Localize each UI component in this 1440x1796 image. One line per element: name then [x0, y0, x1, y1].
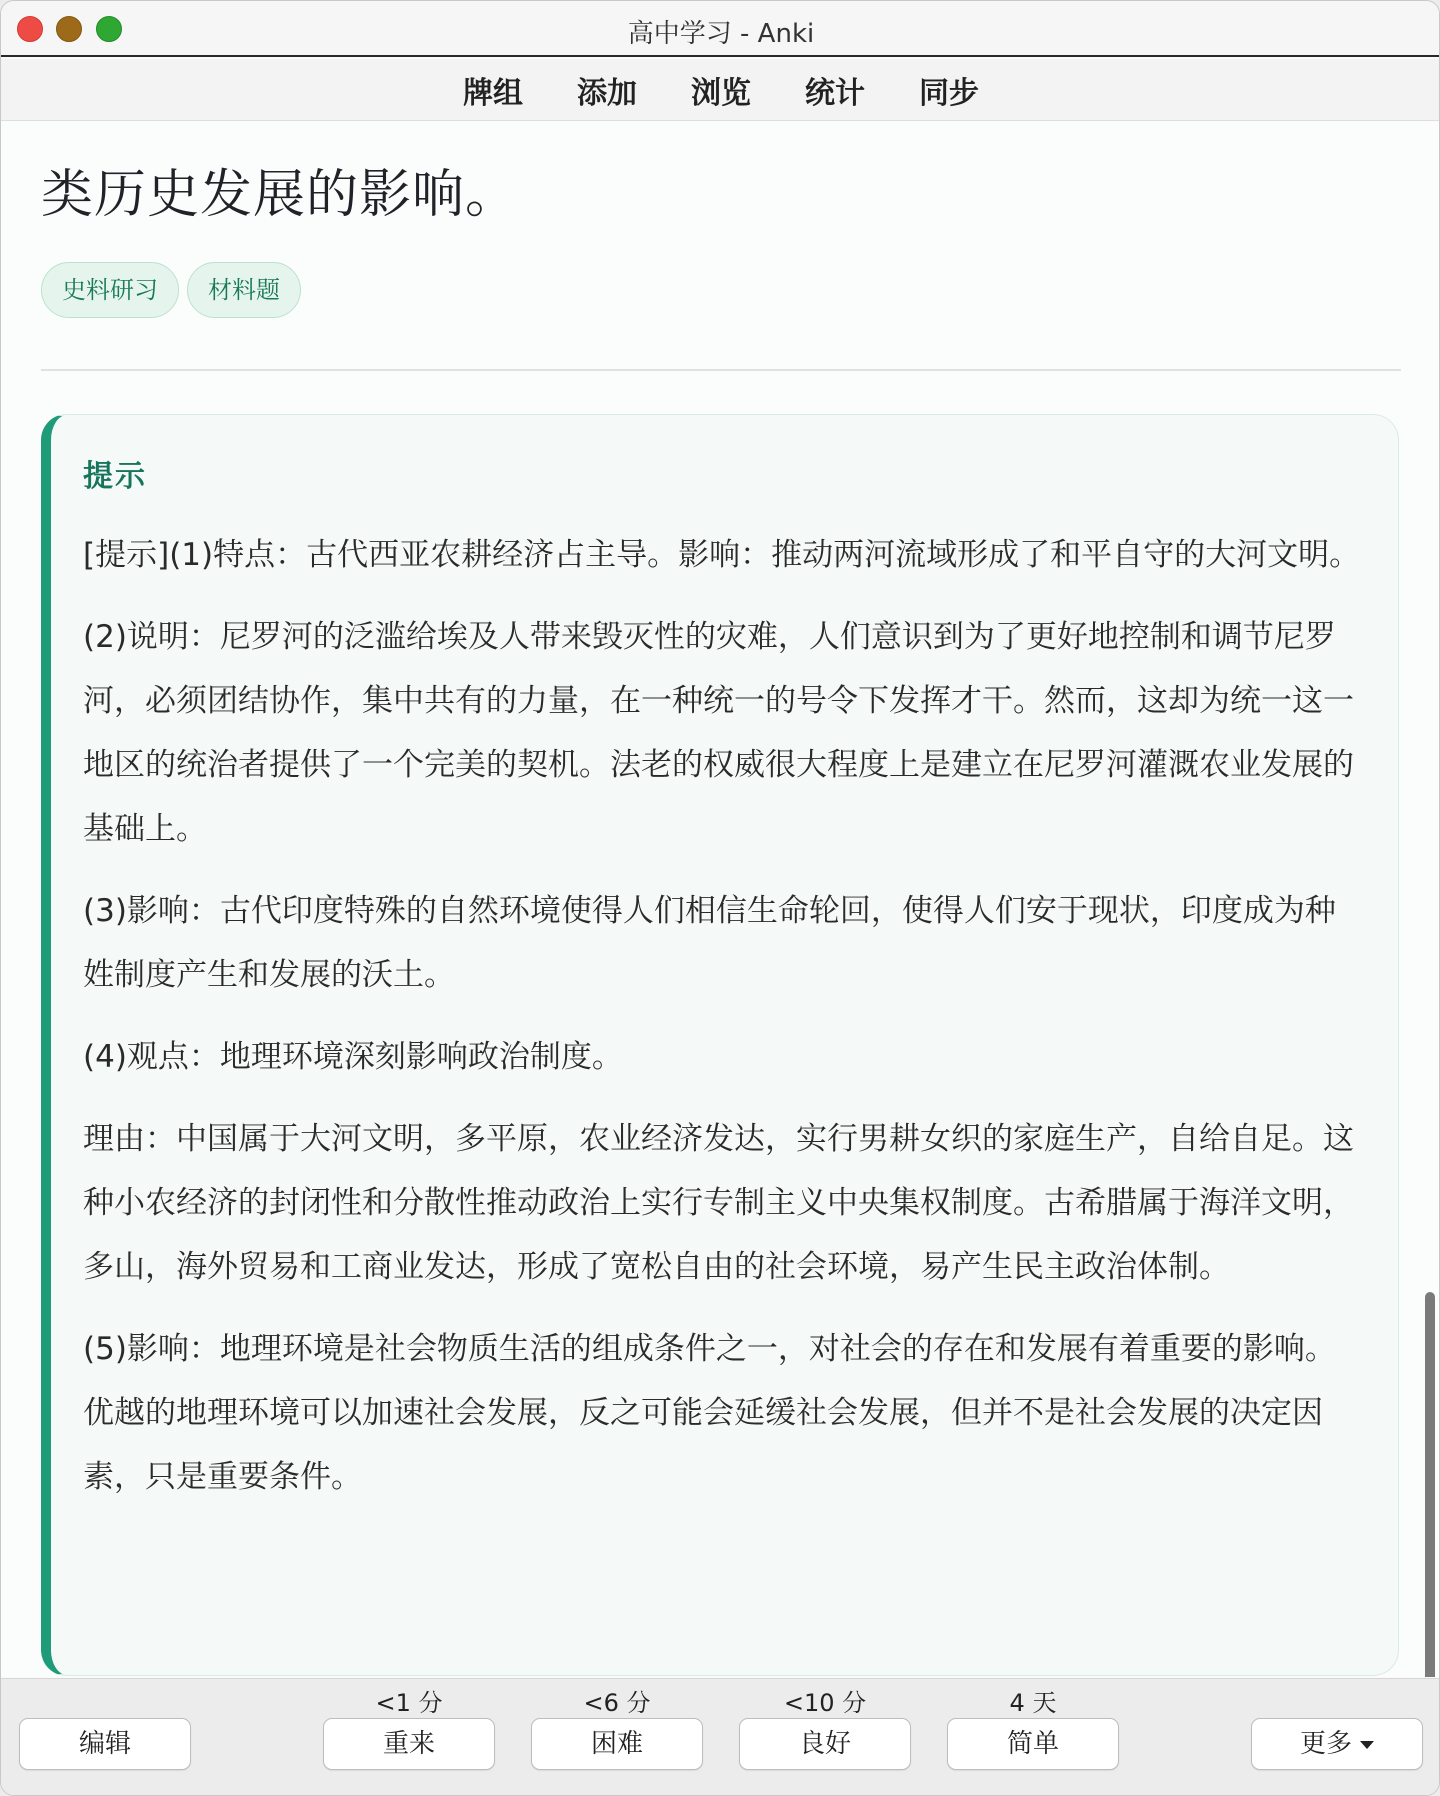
hint-card: [41, 414, 1399, 1676]
again-interval: <1 分: [375, 1689, 443, 1717]
hard-interval: <6 分: [583, 1689, 651, 1717]
hint-paragraph-3: (3)影响：古代印度特殊的自然环境使得人们相信生命轮回，使得人们安于现状，印度成为种姓制度产生和发展的沃土。: [83, 893, 1336, 993]
good-button[interactable]: 良好: [739, 1718, 911, 1770]
card-content: [1, 122, 1440, 1677]
more-button[interactable]: [1251, 1718, 1423, 1770]
hint-paragraph-2: (2)说明：尼罗河的泛滥给埃及人带来毁灭性的灾难，人们意识到为了更好地控制和调节尼罗河，必须团结协作，集中共有的力量，在一种统一的号令下发挥才干。然而，这却为统一这一地区的统治者提供了一个完美的契机。法老的权威很大程度上是建立在尼罗河灌溉农业发展的基础上。: [83, 619, 1354, 847]
card-heading: 类历史发展的影响。: [41, 165, 519, 225]
hint-title: 提示: [83, 459, 147, 494]
toolbar-decks[interactable]: 牌组: [463, 76, 523, 111]
hard-button[interactable]: 困难: [531, 1718, 703, 1770]
toolbar-browse[interactable]: 浏览: [691, 76, 751, 111]
more-label: 更多: [1299, 1729, 1352, 1759]
divider: [41, 369, 1401, 371]
tag-material-question: 材料题: [187, 262, 301, 318]
easy-interval: 4 天: [1009, 1689, 1057, 1717]
toolbar-stats[interactable]: 统计: [805, 76, 865, 111]
easy-button[interactable]: 简单: [947, 1718, 1119, 1770]
hint-paragraph-4: (4)观点：地理环境深刻影响政治制度。: [83, 1039, 623, 1075]
toolbar-sync[interactable]: 同步: [919, 76, 979, 111]
hint-paragraph-6: (5)影响：地理环境是社会物质生活的组成条件之一，对社会的存在和发展有着重要的影响。优越的地理环境可以加速社会发展，反之可能会延缓社会发展，但并不是社会发展的决定因素，只是重要条件。: [83, 1331, 1336, 1495]
good-interval: <10 分: [783, 1689, 867, 1717]
hint-paragraph-1: [提示](1)特点：古代西亚农耕经济占主导。影响：推动两河流域形成了和平自守的大河文明。: [83, 537, 1361, 573]
hint-body: [83, 523, 1363, 1527]
window-title: 高中学习 - Anki: [627, 19, 815, 49]
tag-list: [41, 262, 309, 318]
review-bar: [1, 1678, 1440, 1796]
again-button[interactable]: 重来: [323, 1718, 495, 1770]
scrollbar-thumb[interactable]: [1425, 1292, 1435, 1677]
main-toolbar: [1, 59, 1440, 121]
title-bar: [1, 1, 1440, 57]
chevron-down-icon: [1360, 1741, 1374, 1749]
toolbar-add[interactable]: 添加: [577, 76, 637, 111]
tag-source-study: 史料研习: [41, 262, 179, 318]
hint-paragraph-5: 理由：中国属于大河文明，多平原，农业经济发达，实行男耕女织的家庭生产，自给自足。这种小农经济的封闭性和分散性推动政治上实行专制主义中央集权制度。古希腊属于海洋文明，多山，海外贸易和工商业发达，形成了宽松自由的社会环境，易产生民主政治体制。: [83, 1121, 1354, 1285]
edit-button[interactable]: 编辑: [19, 1718, 191, 1770]
